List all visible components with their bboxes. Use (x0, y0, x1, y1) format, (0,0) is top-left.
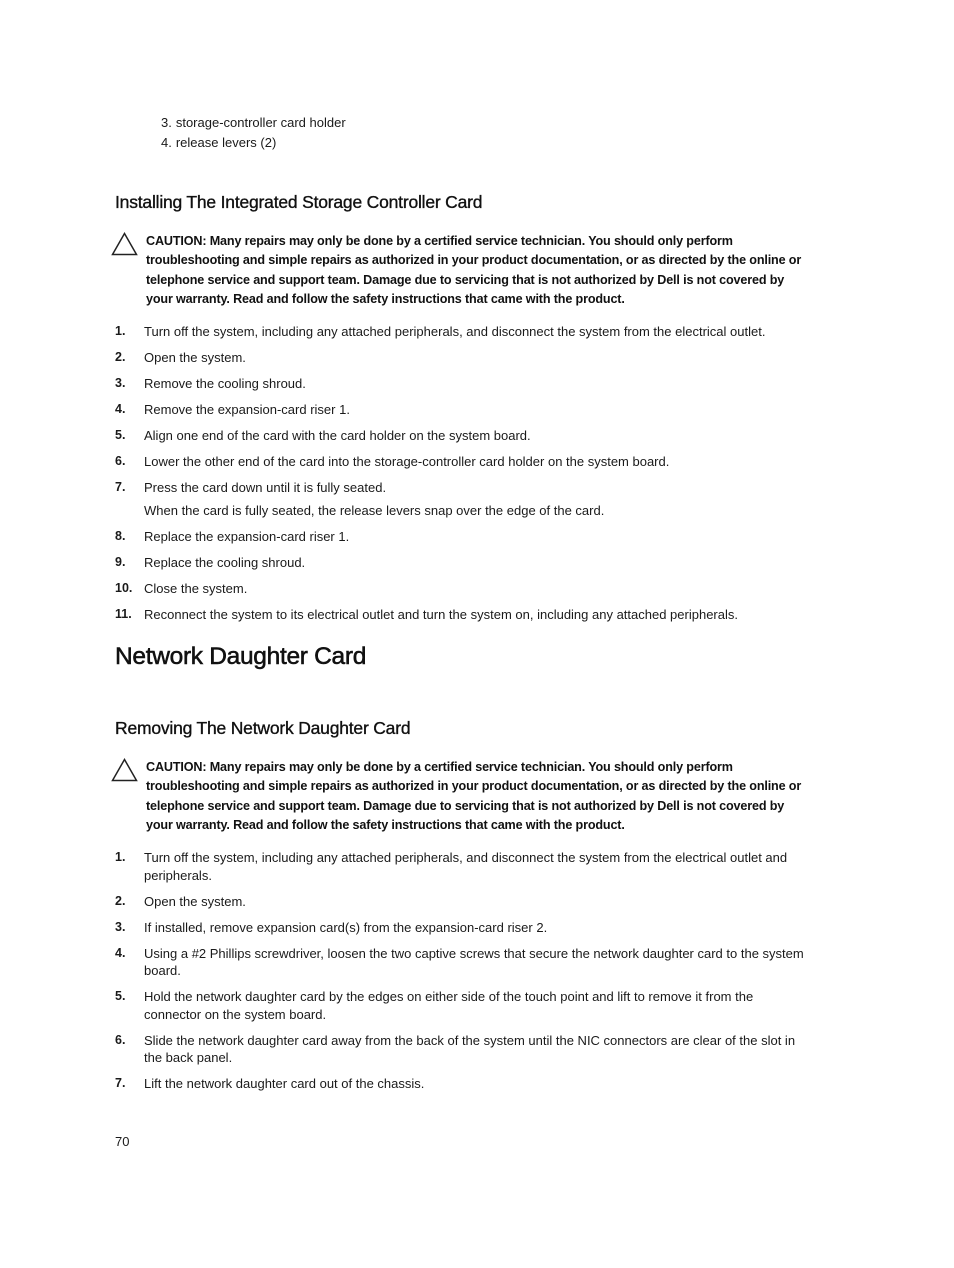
step-item (115, 919, 805, 937)
step-item (115, 479, 805, 520)
step-number: 7. (115, 1076, 126, 1090)
step-item (115, 453, 805, 471)
remove-steps-list (115, 849, 805, 1101)
step-number: 1. (115, 850, 126, 864)
step-item (115, 323, 805, 341)
list-item-number: 3. (161, 115, 172, 130)
step-number: 3. (115, 919, 126, 934)
step-text: Lift the network daughter card out of the chassis. (144, 1076, 425, 1091)
list-item (161, 113, 346, 133)
list-item-number: 4. (161, 135, 172, 150)
step-number: 7. (115, 480, 126, 494)
step-item (115, 1075, 805, 1093)
step-text: Align one end of the card with the card holder on the system board. (144, 428, 531, 443)
step-number: 4. (115, 402, 126, 416)
list-item (161, 133, 346, 153)
step-item (115, 375, 805, 393)
caution-text: CAUTION: Many repairs may only be done by a certified service technician. You should only perform troubleshooting and simple repairs as authorized in your product documentation, or as directed by the online or telephone service and support team. Damage due to servicing that is not authorized by Dell is not covered by your warranty. Read and follow the safety instructions that came with the product. (146, 760, 802, 832)
step-text: Remove the cooling shroud. (144, 376, 306, 391)
step-text: Press the card down until it is fully seated. (144, 480, 387, 495)
step-item (115, 427, 805, 445)
step-text: Open the system. (144, 893, 246, 909)
step-text: Remove the expansion-card riser 1. (144, 402, 350, 417)
page-number: 70 (115, 1134, 130, 1149)
step-number: 8. (115, 529, 126, 543)
step-item (115, 945, 805, 980)
step-item (115, 849, 805, 884)
chapter-heading: Network Daughter Card (115, 643, 367, 670)
step-item (115, 893, 805, 911)
step-text: Close the system. (144, 581, 248, 596)
step-text: Reconnect the system to its electrical outlet and turn the system on, including any attached peripherals. (144, 607, 738, 622)
step-number: 1. (115, 324, 126, 338)
section-heading-install: Installing The Integrated Storage Controller Card (115, 192, 483, 212)
step-number: 5. (115, 989, 126, 1003)
step-text: Slide the network daughter card away from the back of the system until the NIC connectors are clear of the slot in the back panel. (144, 1032, 796, 1065)
step-text: Hold the network daughter card by the edges on either side of the touch point and lift to remove it from the connector on the system board. (144, 989, 754, 1022)
step-note: When the card is fully seated, the release levers snap over the edge of the card. (144, 503, 605, 518)
step-text: Turn off the system, including any attached peripherals, and disconnect the system from the electrical outlet. (144, 324, 766, 339)
step-number: 10. (115, 581, 133, 595)
list-item-text: release levers (2) (175, 135, 277, 150)
step-item (115, 401, 805, 419)
step-item (115, 554, 805, 572)
install-steps-list (115, 323, 805, 632)
caution-text: CAUTION: Many repairs may only be done by a certified service technician. You should only perform troubleshooting and simple repairs as authorized in your product documentation, or as directed by the online or telephone service and support team. Damage due to servicing that is not authorized by Dell is not covered by your warranty. Read and follow the safety instructions that came with the product. (146, 234, 802, 306)
step-item (115, 580, 805, 598)
step-number: 5. (115, 428, 126, 442)
warning-triangle-icon (111, 758, 138, 782)
continued-callout-list (161, 113, 346, 153)
step-item (115, 1032, 805, 1067)
section-heading-remove: Removing The Network Daughter Card (115, 718, 411, 738)
list-item-text: storage-controller card holder (175, 115, 346, 130)
step-text: Replace the expansion-card riser 1. (144, 529, 350, 544)
step-text: Turn off the system, including any attached peripherals, and disconnect the system from the electrical outlet and peripherals. (144, 850, 788, 883)
step-number: 2. (115, 350, 126, 364)
step-number: 4. (115, 945, 126, 960)
step-text: Lower the other end of the card into the storage-controller card holder on the system board. (144, 454, 670, 469)
step-text: Open the system. (144, 350, 246, 365)
step-number: 9. (115, 555, 126, 569)
step-text: Using a #2 Phillips screwdriver, loosen the two captive screws that secure the network daughter card to the system board. (144, 945, 804, 978)
step-text: Replace the cooling shroud. (144, 555, 306, 570)
step-number: 2. (115, 893, 126, 908)
step-number: 6. (115, 1032, 126, 1047)
step-item (115, 349, 805, 367)
step-item (115, 528, 805, 546)
step-number: 3. (115, 376, 126, 390)
warning-triangle-icon (111, 232, 138, 256)
step-item (115, 606, 805, 624)
step-number: 11. (115, 607, 132, 621)
step-number: 6. (115, 454, 126, 468)
step-text: If installed, remove expansion card(s) from the expansion-card riser 2. (144, 919, 548, 935)
step-item (115, 988, 805, 1023)
